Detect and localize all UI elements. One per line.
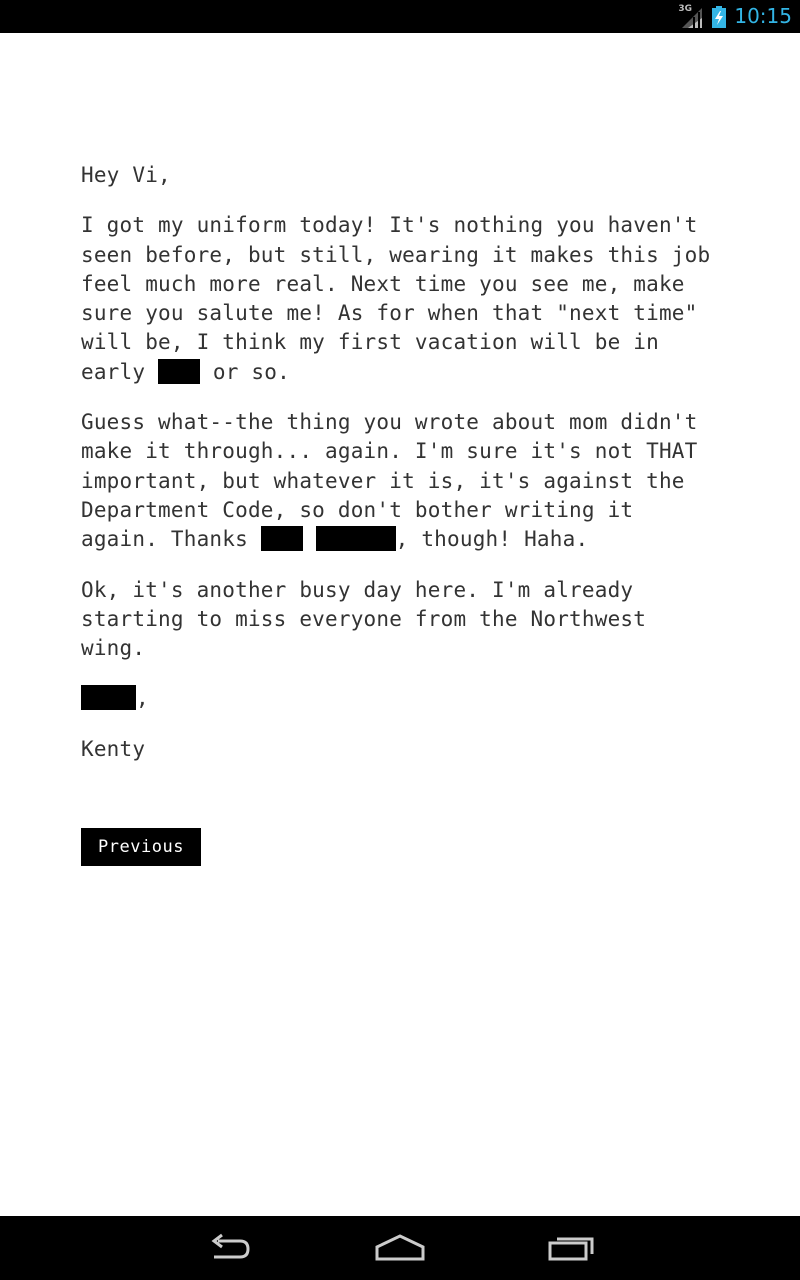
- network-type: 3G: [678, 3, 693, 14]
- closing-tail: ,: [136, 686, 149, 711]
- paragraph-1-tail: or so.: [212, 359, 290, 384]
- letter-paragraph-1: [81, 211, 724, 387]
- paragraph-1-text: I got my uniform today! It's nothing you haven't seen before, but still, wearing it makes this job feel much more real. Next time you see me, make sure you salute me! As for when that "next time" will be, I think my first vacation will be in: [81, 213, 724, 355]
- letter-closing: [81, 684, 721, 713]
- status-icons: [678, 0, 792, 33]
- letter-signature: Kenty: [81, 736, 146, 761]
- redaction-block: [158, 359, 200, 384]
- back-icon: [206, 1233, 254, 1263]
- paragraph-2-text: Guess what--the thing you wrote about mom didn't make it through... again. I'm sure it's not THAT important, but whatever it is, it's against the Department Code, so don't bother writing it again. Thanks: [81, 410, 711, 552]
- back-button[interactable]: [170, 1216, 290, 1280]
- previous-button[interactable]: Previous: [81, 828, 201, 866]
- letter-paragraph-3: Ok, it's another busy day here. I'm already starting to miss everyone from the Northwest wing.: [81, 577, 659, 661]
- recent-apps-icon: [547, 1233, 595, 1263]
- signal-icon: [678, 3, 704, 28]
- clock: 10:15: [734, 4, 792, 28]
- letter-body: [81, 161, 724, 785]
- battery-charging-icon: [712, 6, 726, 28]
- recent-apps-button[interactable]: [511, 1216, 631, 1280]
- navigation-bar: [0, 1216, 800, 1280]
- redaction-block: [81, 685, 136, 710]
- paragraph-2-tail: , though! Haha.: [395, 527, 589, 552]
- home-icon: [374, 1233, 426, 1263]
- redaction-block: [316, 526, 396, 551]
- paragraph-1-early: early: [81, 359, 146, 384]
- letter-paragraph-2: [81, 408, 721, 554]
- home-button[interactable]: [340, 1216, 460, 1280]
- redaction-block: [261, 526, 303, 551]
- letter-greeting: Hey Vi,: [81, 163, 171, 187]
- status-bar: [0, 0, 800, 33]
